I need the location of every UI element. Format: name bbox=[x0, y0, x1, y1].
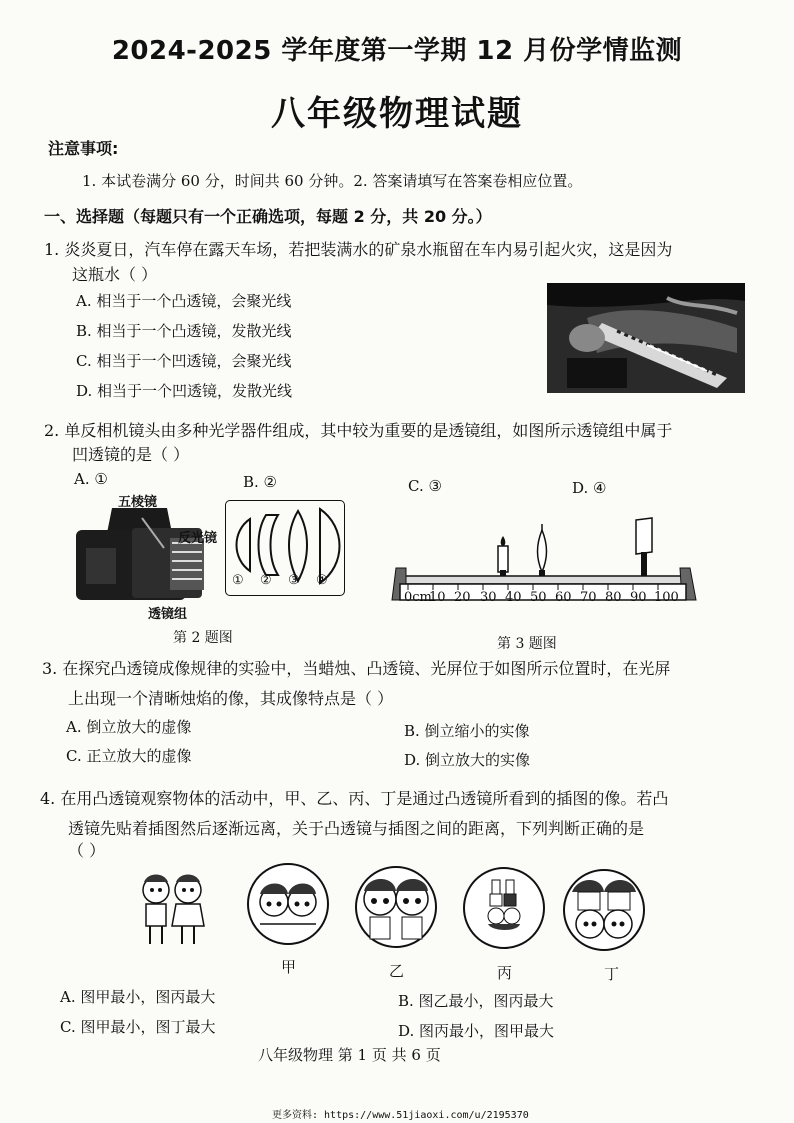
label-bing: 丙 bbox=[497, 964, 513, 982]
q2-option-b: B. ② bbox=[243, 473, 278, 491]
notice-text: 1. 本试卷满分 60 分，时间共 60 分钟。2. 答案请填写在答案卷相应位置。 bbox=[82, 172, 583, 190]
scale-label-30: 30 bbox=[480, 590, 497, 605]
page-footer: 八年级物理 第 1 页 共 6 页 bbox=[258, 1046, 441, 1064]
q1-stem-line1: 1. 炎炎夏日，汽车停在露天车场，若把装满水的矿泉水瓶留在车内易引起火灾，这是因为 bbox=[44, 240, 673, 259]
q3-option-a: A. 倒立放大的虚像 bbox=[66, 718, 192, 736]
scale-label-70: 70 bbox=[580, 590, 597, 605]
scale-label-0: 0cm bbox=[404, 590, 432, 605]
q2-option-d: D. ④ bbox=[572, 479, 607, 497]
label-jia: 甲 bbox=[281, 958, 297, 976]
q1-stem-line2: 这瓶水（ ） bbox=[72, 265, 158, 284]
section-heading: 一、选择题（每题只有一个正确选项，每题 2 分，共 20 分。） bbox=[44, 207, 492, 226]
image-yi-lens-view bbox=[354, 865, 438, 949]
q1-option-c: C. 相当于一个凹透镜，会聚光线 bbox=[76, 352, 292, 370]
q2-caption: 第 2 题图 bbox=[173, 630, 233, 646]
image-bing-lens-view bbox=[462, 866, 546, 950]
q4-option-a: A. 图甲最小，图丙最大 bbox=[60, 988, 216, 1006]
image-ding-lens-view bbox=[562, 868, 646, 952]
lens-number-1: ① bbox=[232, 573, 244, 588]
q2-option-c: C. ③ bbox=[408, 477, 442, 495]
lens-panel bbox=[225, 500, 345, 596]
lens-number-3: ③ bbox=[288, 573, 300, 588]
q1-bottle-photo bbox=[547, 283, 745, 393]
label-yi: 乙 bbox=[389, 962, 405, 980]
q3-stem-line1: 3. 在探究凸透镜成像规律的实验中，当蜡烛、凸透镜、光屏位于如图所示位置时，在光屏 bbox=[42, 659, 671, 678]
scale-label-100: 100 bbox=[654, 590, 679, 605]
q1-option-d: D. 相当于一个凹透镜，发散光线 bbox=[76, 382, 293, 400]
q3-option-d: D. 倒立放大的实像 bbox=[404, 751, 531, 769]
source-note: 更多资料: https://www.51jiaoxi.com/u/2195370 bbox=[272, 1110, 529, 1121]
q3-stem-line2: 上出现一个清晰烛焰的像，其成像特点是（ ） bbox=[68, 689, 394, 708]
scale-label-60: 60 bbox=[555, 590, 572, 605]
scale-label-10: 10 bbox=[429, 590, 446, 605]
q4-option-c: C. 图甲最小，图丁最大 bbox=[60, 1018, 216, 1036]
q4-option-d: D. 图丙最小，图甲最大 bbox=[398, 1022, 555, 1040]
q4-stem-line1: 4. 在用凸透镜观察物体的活动中，甲、乙、丙、丁是通过凸透镜所看到的插图的像。若凸 bbox=[40, 789, 669, 808]
scale-label-90: 90 bbox=[630, 590, 647, 605]
scale-label-40: 40 bbox=[505, 590, 522, 605]
original-illustration bbox=[128, 870, 218, 950]
label-mirror: 反光镜 bbox=[178, 531, 218, 546]
label-ding: 丁 bbox=[604, 965, 620, 983]
scale-label-50: 50 bbox=[530, 590, 547, 605]
scale-label-80: 80 bbox=[605, 590, 622, 605]
optical-bench-figure bbox=[386, 510, 700, 610]
q2-option-a: A. ① bbox=[74, 470, 108, 488]
exam-title: 2024-2025 学年度第一学期 12 月份学情监测 bbox=[111, 36, 683, 66]
label-pentaprism: 五棱镜 bbox=[118, 495, 158, 510]
q3-option-c: C. 正立放大的虚像 bbox=[66, 747, 192, 765]
q4-option-b: B. 图乙最小，图丙最大 bbox=[398, 992, 554, 1010]
q3-caption: 第 3 题图 bbox=[497, 636, 557, 652]
label-lens-group: 透镜组 bbox=[148, 607, 188, 622]
lens-number-4: ④ bbox=[316, 573, 328, 588]
q2-stem-line2: 凹透镜的是（ ） bbox=[72, 445, 190, 464]
q4-stem-line2: 透镜先贴着插图然后逐渐远离，关于凸透镜与插图之间的距离，下列判断正确的是 bbox=[68, 819, 645, 838]
q1-option-b: B. 相当于一个凸透镜，发散光线 bbox=[76, 322, 292, 340]
q3-option-b: B. 倒立缩小的实像 bbox=[404, 722, 530, 740]
q4-stem-line3: （ ） bbox=[68, 841, 106, 860]
q2-stem-line1: 2. 单反相机镜头由多种光学器件组成，其中较为重要的是透镜组，如图所示透镜组中属于 bbox=[44, 421, 673, 440]
q1-option-a: A. 相当于一个凸透镜，会聚光线 bbox=[76, 292, 292, 310]
exam-subtitle: 八年级物理试题 bbox=[271, 94, 523, 134]
scale-label-20: 20 bbox=[454, 590, 471, 605]
lens-number-2: ② bbox=[260, 573, 272, 588]
image-jia-lens-view bbox=[246, 862, 330, 946]
notice-heading: 注意事项: bbox=[48, 139, 119, 158]
